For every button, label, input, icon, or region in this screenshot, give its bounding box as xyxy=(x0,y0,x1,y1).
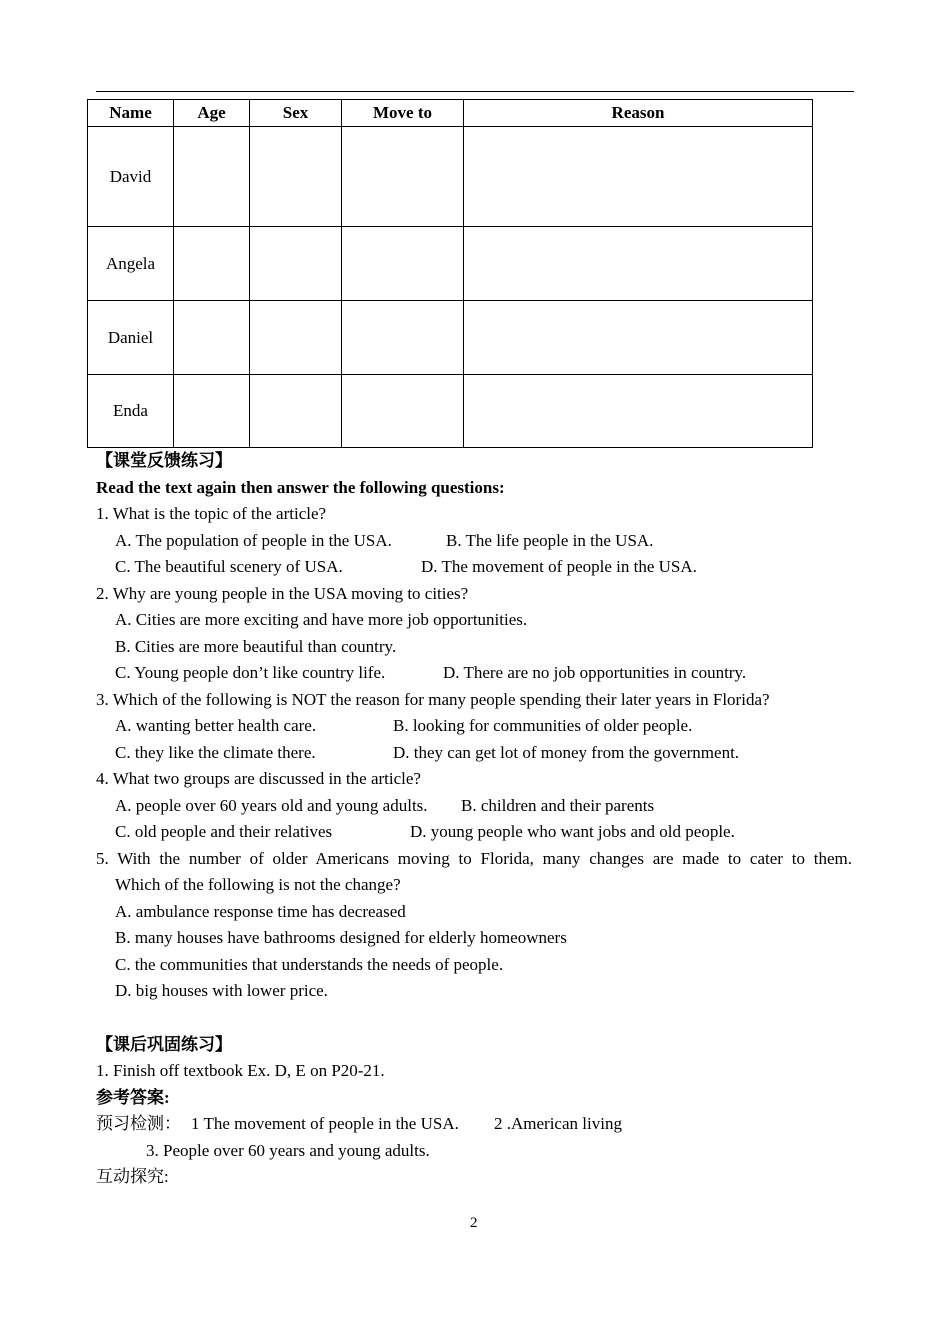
option-2c: C. Young people don’t like country life. xyxy=(115,663,386,682)
table-row xyxy=(88,375,813,448)
table-row xyxy=(88,301,813,375)
age-cell[interactable] xyxy=(174,375,250,448)
col-reason: Reason xyxy=(464,100,813,127)
homework-task: 1. Finish off textbook Ex. D, E on P20-21. xyxy=(96,1061,385,1080)
name-cell: David xyxy=(88,127,174,227)
header-rule xyxy=(96,91,854,92)
table-row xyxy=(88,127,813,227)
instruction: Read the text again then answer the following questions: xyxy=(96,478,505,497)
age-cell[interactable] xyxy=(174,301,250,375)
after-class-heading: 【课后巩固练习】 xyxy=(96,1035,232,1054)
option-5b: B. many houses have bathrooms designed for elderly homeowners xyxy=(115,928,567,947)
option-1a: A. The population of people in the USA. xyxy=(115,531,392,550)
sex-cell[interactable] xyxy=(250,301,342,375)
option-1d: D. The movement of people in the USA. xyxy=(421,557,697,576)
option-5c: C. the communities that understands the needs of people. xyxy=(115,955,504,974)
question-5-line2: Which of the following is not the change? xyxy=(115,875,401,894)
move-to-cell[interactable] xyxy=(342,375,464,448)
option-5d: D. big houses with lower price. xyxy=(115,981,328,1000)
option-3d: D. they can get lot of money from the government. xyxy=(393,743,740,762)
preview-label: 预习检测： xyxy=(96,1114,181,1133)
name-cell: Daniel xyxy=(88,301,174,375)
question-1: 1. What is the topic of the article? xyxy=(96,504,327,523)
preview-answer-1: 1 The movement of people in the USA. xyxy=(191,1114,459,1133)
feedback-heading: 【课堂反馈练习】 xyxy=(96,451,232,470)
option-3a: A. wanting better health care. xyxy=(115,716,317,735)
col-sex: Sex xyxy=(250,100,342,127)
option-5a: A. ambulance response time has decreased xyxy=(115,902,406,921)
reason-cell[interactable] xyxy=(464,375,813,448)
interactive-label: 互动探究: xyxy=(96,1167,169,1186)
option-4a: A. people over 60 years old and young adults. xyxy=(115,796,428,815)
table-row xyxy=(88,227,813,301)
name-cell: Angela xyxy=(88,227,174,301)
reason-cell[interactable] xyxy=(464,227,813,301)
option-2d: D. There are no job opportunities in country. xyxy=(443,663,747,682)
table-header-row xyxy=(88,100,813,127)
question-3: 3. Which of the following is NOT the reason for many people spending their later years in Florida? xyxy=(96,690,770,709)
option-2a: A. Cities are more exciting and have more job opportunities. xyxy=(115,610,528,629)
preview-answer-2: 2 .American living xyxy=(494,1114,622,1133)
age-cell[interactable] xyxy=(174,127,250,227)
answers-heading: 参考答案: xyxy=(96,1088,170,1107)
option-4c: C. old people and their relatives xyxy=(115,822,333,841)
sex-cell[interactable] xyxy=(250,375,342,448)
age-cell[interactable] xyxy=(174,227,250,301)
sex-cell[interactable] xyxy=(250,127,342,227)
reason-cell[interactable] xyxy=(464,301,813,375)
option-4d: D. young people who want jobs and old people. xyxy=(410,822,735,841)
option-3c: C. they like the climate there. xyxy=(115,743,316,762)
option-1b: B. The life people in the USA. xyxy=(446,531,654,550)
name-cell: Enda xyxy=(88,375,174,448)
sex-cell[interactable] xyxy=(250,227,342,301)
move-to-cell[interactable] xyxy=(342,301,464,375)
page-number: 2 xyxy=(470,1215,478,1231)
option-2b: B. Cities are more beautiful than country. xyxy=(115,637,397,656)
col-name: Name xyxy=(88,100,174,127)
question-5-line1: 5. With the number of older Americans moving to Florida, many changes are made to cater to them. xyxy=(96,849,852,868)
question-4: 4. What two groups are discussed in the article? xyxy=(96,769,421,788)
option-4b: B. children and their parents xyxy=(461,796,655,815)
preview-answer-3: 3. People over 60 years and young adults. xyxy=(146,1141,430,1160)
move-to-cell[interactable] xyxy=(342,127,464,227)
col-age: Age xyxy=(174,100,250,127)
move-to-cell[interactable] xyxy=(342,227,464,301)
migration-table xyxy=(87,99,813,448)
question-2: 2. Why are young people in the USA moving to cities? xyxy=(96,584,469,603)
reason-cell[interactable] xyxy=(464,127,813,227)
option-3b: B. looking for communities of older people. xyxy=(393,716,693,735)
col-move-to: Move to xyxy=(342,100,464,127)
option-1c: C. The beautiful scenery of USA. xyxy=(115,557,343,576)
